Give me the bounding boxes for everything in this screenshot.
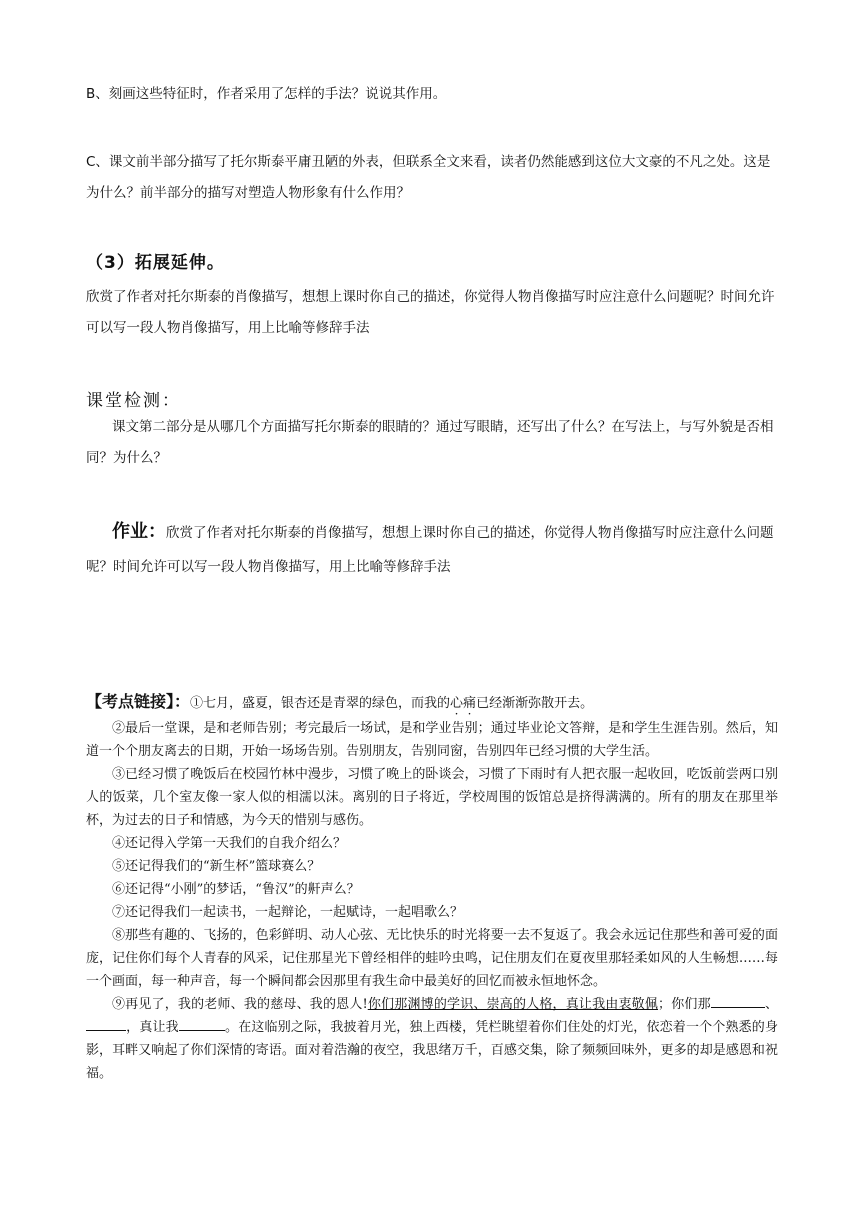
fill-blank-3[interactable] (179, 1016, 225, 1031)
check-text: 课文第二部分是从哪几个方面描写托尔斯泰的眼睛的？通过写眼睛，还写出了什么？在写法上，与写外貌是否相同？为什么？ (86, 419, 774, 466)
homework (86, 515, 778, 584)
link-paragraph-1: 【考点链接】：①七月，盛夏，银杏还是青翠的绿色，而我的心痛已经渐渐弥散开去。 (86, 692, 594, 711)
link-paragraph-4: ④还记得入学第一天我们的自我介绍么？ (112, 836, 347, 851)
link-paragraph-7: ⑦还记得我们一起读书，一起辩论，一起赋诗，一起唱歌么？ (112, 905, 464, 920)
link-paragraph-5: ⑤还记得我们的“新生杯”篮球赛么？ (112, 859, 321, 874)
link-paragraph-9: ⑨再见了，我的老师、我的慈母、我的恩人!你们那渊博的学识、崇高的人格，真让我由衷敬佩；你们那 、，真让我 。在这临别之际，我披着月光，独上西楼，凭栏眺望着你们住处的灯光，依恋着一个个熟悉的身影，耳畔又响起了你们深情的寄语。面对着浩瀚的夜空，我思绪万千，百感交集，除了频频回味外，更多的却是感恩和祝福。 (86, 993, 778, 1085)
underlined-sentence: 你们那渊博的学识、崇高的人格，真让我由衷敬佩 (367, 997, 659, 1012)
question-c: C、课文前半部分描写了托尔斯泰平庸丑陋的外表，但联系全文来看，读者仍然能感到这位大文豪的不凡之处。这是为什么？前半部分的描写对塑造人物形象有什么作用？ (86, 154, 771, 201)
link-paragraph-3: ③已经习惯了晚饭后在校园竹林中漫步，习惯了晚上的卧谈会，习惯了下雨时有人把衣服一起收回，吃饭前尝两口别人的饭菜，几个室友像一家人似的相濡以沫。离别的日子将近，学校周围的饭馆总是挤得满满的。所有的朋友在那里举杯，为过去的日子和情感，为今天的惜别与感伤。 (86, 767, 778, 828)
fill-blank-2[interactable] (86, 1016, 126, 1031)
check-title: 课堂检测： (86, 391, 181, 411)
homework-text: 欣赏了作者对托尔斯泰的肖像描写，想想上课时你自己的描述，你觉得人物肖像描写时应注意什么问题呢？时间允许可以写一段人物肖像描写，用上比喻等修辞手法 (86, 525, 774, 575)
link-paragraph-8: ⑧那些有趣的、飞扬的，色彩鲜明、动人心弦、无比快乐的时光将要一去不复返了。我会永远记住那些和善可爱的面庞，记住你们每个人青春的风采，记住那星光下曾经相伴的蛙吟虫鸣，记住朋友们在夏夜里那轻柔如风的人生畅想……每一个画面，每一种声音，每一个瞬间都会因那里有我生命中最美好的回忆而被永恒地怀念。 (86, 928, 778, 989)
extension-text: 欣赏了作者对托尔斯泰的肖像描写，想想上课时你自己的描述，你觉得人物肖像描写时应注意什么问题呢？时间允许可以写一段人物肖像描写，用上比喻等修辞手法 (86, 289, 775, 336)
link-title: 【考点链接】： (86, 692, 191, 711)
link-paragraph-2: ②最后一堂课，是和老师告别；考完最后一场试，是和学业告别；通过毕业论文答辩，是和学生生涯告别。然后，知道一个个朋友离去的日期，开始一场场告别。告别朋友，告别同窗，告别四年已经习惯的大学生活。 (86, 721, 778, 759)
exam-link-section (86, 690, 778, 1085)
link-paragraph-6: ⑥还记得“小刚”的梦话，“鲁汉”的鼾声么？ (112, 882, 360, 897)
extension-title: （3）拓展延伸。 (86, 253, 225, 273)
fill-blank-1[interactable] (711, 993, 765, 1008)
homework-label: 作业： (112, 521, 166, 542)
question-b: B、刻画这些特征时，作者采用了怎样的手法？说说其作用。 (86, 86, 447, 102)
